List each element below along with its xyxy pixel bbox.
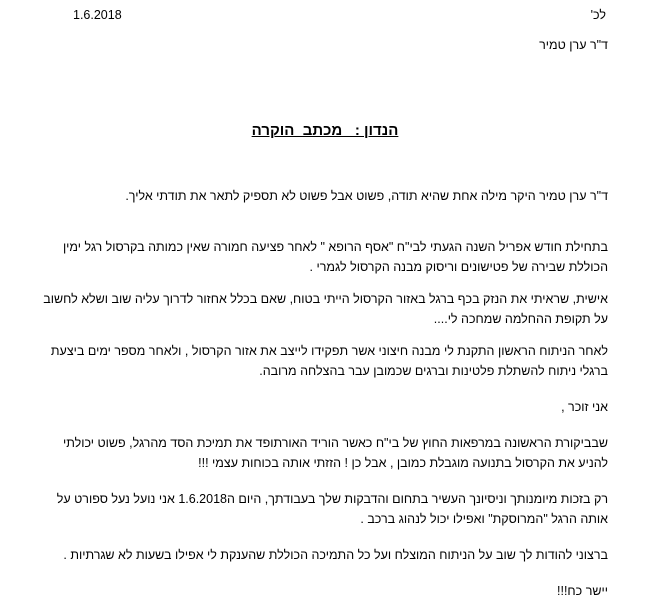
letter-date: 1.6.2018: [73, 8, 122, 22]
letter-closing: יישר כח!!!: [557, 584, 608, 598]
recipient-name: ד"ר ערן טמיר: [539, 38, 608, 52]
letter-paragraph: לאחר הניתוח הראשון התקנת לי מבנה חיצוני אשר תפקידו לייצב את אזור הקרסול , ולאחר מספר ימים ביצעת ברגלי ניתוח להשתלת פלטינות וברגים שכמובן עבר בהצלחה מרובה.: [50, 344, 608, 378]
letter-paragraph: אישית, שראיתי את הנזק בכף ברגל באזור הקרסול הייתי בטוח, שאם בכלל אחזור לדרוך עליה שוב ושלא לחשוב על תקופת ההחלמה שמחכה לי....: [43, 292, 608, 326]
letter-subject: הנדון : מכתב הוקרה: [251, 122, 399, 139]
letter-paragraph: ברצוני להודות לך שוב על הניתוח המוצלח ועל כל התמיכה הכוללת שהענקת לי אפילו בשעות לא שגרתיות .: [63, 548, 608, 562]
addressee-label: לכ': [590, 8, 606, 22]
letter-paragraph: אני זוכר ,: [561, 400, 608, 414]
letter-paragraph: ד"ר ערן טמיר היקר מילה אחת שהיא תודה, פשוט אבל פשוט לא תספיק לתאר את תודתי אליך.: [125, 189, 608, 203]
letter-paragraph: שבביקורת הראשונה במרפאות החוץ של בי"ח כאשר הוריד האורתופד את תמיכת הסד מהרגל, פשוט יכולתי להניע את הקרסול בתנועה מוגבלת כמובן , אבל כן ! הזזתי אותה בכוחות עצמי !!!: [62, 436, 608, 470]
letter-paragraph: בתחילת חודש אפריל השנה הגעתי לבי"ח "אסף הרופא " לאחר פציעה חמורה שאין כמותה בקרסול רגל ימין הכוללת שבירה של פטישונים וריסוק מבנה הקרסול לגמרי .: [62, 240, 608, 274]
letter-body: [34, 186, 608, 601]
letter-paragraph: רק בזכות מיומנותך וניסיונך העשיר בתחום והדבקות שלך בעבודתך, היום ה1.6.2018 אני נועל נעל ספורט על אותה הרגל "המרוסקת" ואפילו יכול לנהוג ברכב .: [56, 492, 608, 526]
